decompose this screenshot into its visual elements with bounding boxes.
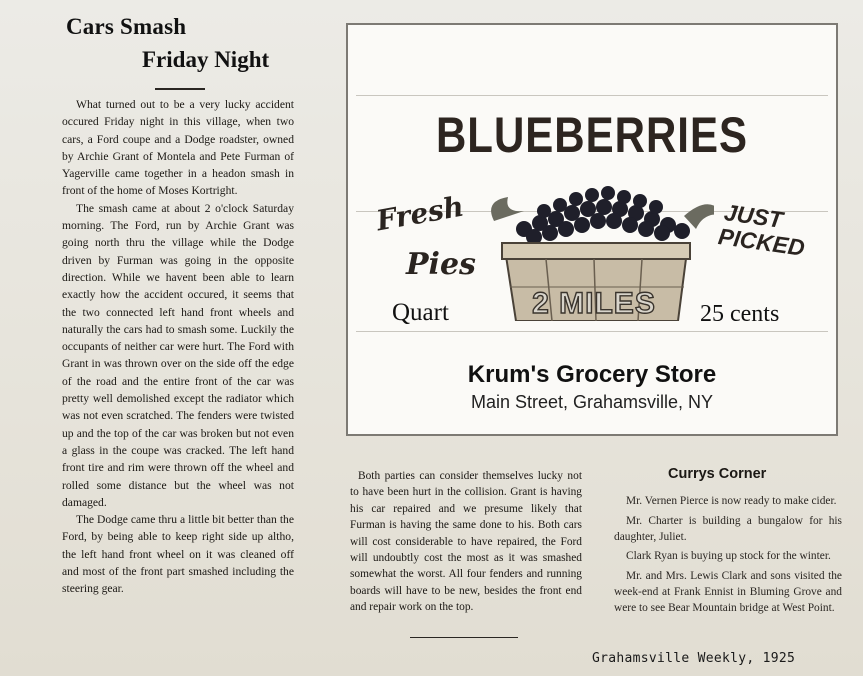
column-item: Mr. Vernen Pierce is now ready to make cider. — [626, 495, 837, 507]
ad-address: Main Street, Grahamsville, NY — [470, 392, 714, 412]
ad-quart-text: Quart — [392, 299, 449, 326]
column-title: Currys Corner — [668, 466, 767, 482]
column-item: Mr. and Mrs. Lewis Clark and sons visited the week-end at Frank Ennist in Bluming Grove and were to see Bear Mountain bridge at West Point. — [614, 570, 842, 614]
ad-fresh-text: Fresh — [373, 189, 467, 238]
berries-icon — [516, 186, 690, 245]
article-paragraph: The Dodge came thru a little bit better than the Ford, by being able to keep right side up altho, the left hand front wheel on it was cleaned off and most of the front part smashed including the steering gear. — [62, 513, 294, 596]
article-end-divider — [410, 637, 518, 638]
column-body — [614, 494, 842, 621]
ad-distance-text: 2 MILES — [532, 287, 656, 320]
article-paragraph: The smash came at about 2 o'clock Saturday morning. The Ford, run by Archie Grant was going north thru the village while the Dodge driven by Furman was going in the opposite direction. While we havent been able to learn exactly how the accident occured, it seems that the two connected left hand front wheels and naturally the cars had to smash some. Luckily the occupants of neither car were hurt. The Ford with Grant in was thrown over on the side off the edge of the road and the entire front of the car was pretty well demolished except the radiator which was not even scratched. The fenders were twisted up and the top of the car was broken but not even a glass in the coupe was cracked. The left hand front tire and rim were thrown off the wheel and rolled some distance but the wheel was not damaged. — [62, 201, 294, 509]
column-item: Mr. Charter is building a bungalow for his daughter, Juliet. — [614, 514, 842, 543]
leaf-icon — [491, 197, 524, 221]
article-body-left — [62, 96, 294, 598]
article-body-continued — [350, 468, 582, 616]
source-credit: Grahamsville Weekly, 1925 — [592, 651, 796, 666]
ad-picked-text: PICKED — [716, 223, 807, 261]
column-item: Clark Ryan is buying up stock for the winter. — [626, 550, 831, 563]
ad-price-text: 25 cents — [700, 301, 780, 327]
ad-title: BLUEBERRIES — [435, 106, 749, 163]
article-paragraph: Both parties can consider themselves lucky not to have been hurt in the collision. Grant is having his car repaired and we presume likely that Furman is having the same done to his. Both cars will cost considerable to have repaired, the Ford will undoubtly cost the most as it was smashed somewhat the worst. All four fenders and running boards will have to be new, besides the front end and repair work on the top. — [350, 470, 582, 614]
headline-line-1: Cars Smash — [66, 14, 187, 39]
headline-line-2: Friday Night — [142, 47, 270, 72]
ad-store-name: Krum's Grocery Store — [467, 361, 717, 388]
ad-just-text: JUST — [722, 199, 785, 233]
ad-pies-text: Pies — [406, 247, 476, 282]
headline-divider — [155, 88, 205, 90]
leaf-icon — [684, 204, 714, 229]
blueberries-ad — [346, 23, 838, 436]
board-line — [356, 95, 828, 96]
board-line — [356, 331, 828, 332]
article-paragraph: What turned out to be a very lucky accident occured Friday night in this village, when two cars, a Ford coupe and a Dodge roadster, owned by Archie Grant of Montela and Pete Furman of Yagerville came together in a headon smash in front of the home of Moses Kortright. — [62, 98, 294, 198]
